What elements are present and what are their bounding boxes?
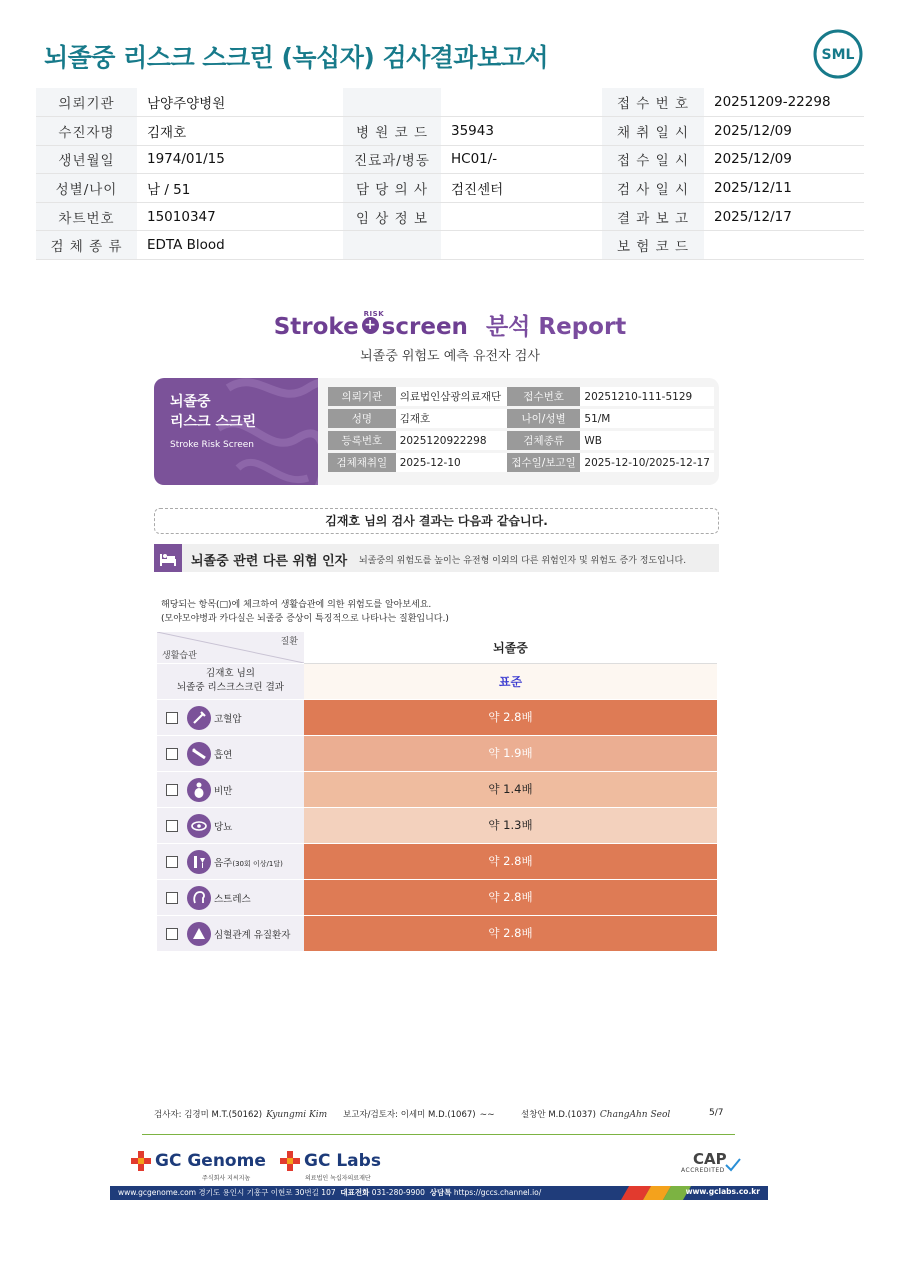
risk-label-text: 스트레스: [214, 893, 251, 905]
info-value: 남 / 51: [137, 174, 343, 203]
risk-checkbox[interactable]: [166, 928, 178, 940]
info-row: [36, 88, 864, 117]
risk-value: 약 2.8배: [304, 879, 717, 915]
report-title-rest: 분석 Report: [485, 314, 627, 340]
footer-phone: 031-280-9900: [371, 1188, 425, 1197]
risk-checkbox[interactable]: [166, 712, 178, 724]
sml-logo: [812, 28, 864, 80]
info-label: 임 상 정 보: [343, 202, 441, 231]
info-value: EDTA Blood: [137, 231, 343, 260]
result-intro: 김재호 님의 검사 결과는 다음과 같습니다.: [154, 508, 719, 534]
risk-label-text: 비만: [214, 785, 233, 797]
info-row: [36, 145, 864, 174]
info-value: 15010347: [137, 202, 343, 231]
info-row: [36, 202, 864, 231]
risk-row-label-cell: [157, 915, 304, 951]
card-brand-line1: 뇌졸중: [170, 394, 211, 410]
cap-accredited: ACCREDITED: [681, 1167, 725, 1174]
card-brand-english: Stroke Risk Screen: [170, 440, 254, 450]
bed-icon: [154, 544, 182, 572]
card-label: 성명: [328, 409, 396, 428]
info-value: 35943: [441, 117, 602, 146]
info-value: 김재호: [137, 117, 343, 146]
risk-value: 약 2.8배: [304, 699, 717, 735]
check-guide-line1: 해당되는 항목(□)에 체크하여 생활습관에 의한 위험도를 알아보세요.: [161, 600, 432, 610]
risk-label-text: 당뇨: [214, 821, 233, 833]
risk-checkbox[interactable]: [166, 820, 178, 832]
officer-label: 설창안 M.D.(1037): [521, 1110, 596, 1120]
checkmark-icon: [725, 1158, 741, 1172]
card-value: 김재호: [396, 409, 507, 428]
gc-genome-sub: 주식회사 지씨지놈: [202, 1175, 251, 1182]
tester-label: 검사자: 김경미 M.T.(50162): [154, 1110, 263, 1120]
info-value: 검진센터: [441, 174, 602, 203]
risk-value: 약 1.4배: [304, 771, 717, 807]
officer-signature-script: ChangAhn Seol: [599, 1110, 671, 1120]
risk-checkbox[interactable]: [166, 748, 178, 760]
card-row: [328, 409, 714, 428]
risk-label: [214, 891, 251, 905]
tester-signature-script: Kyungmi Kim: [266, 1110, 328, 1120]
report-title-stroke: Stroke: [273, 314, 359, 340]
diabetes-icon: [187, 814, 211, 838]
risk-checkbox[interactable]: [166, 784, 178, 796]
info-value: [441, 231, 602, 260]
stress-icon: [187, 886, 211, 910]
gc-genome-name: GC Genome: [155, 1151, 266, 1171]
card-value: 2025-12-10/2025-12-17: [580, 453, 714, 472]
card-label: 검체채취일: [328, 453, 396, 472]
risk-value: 약 1.3배: [304, 807, 717, 843]
risk-row-label-cell: [157, 735, 304, 771]
reviewer-signature: [343, 1108, 495, 1120]
risk-label-text: 심혈관계 유질환자: [214, 929, 291, 941]
card-brand-line2: 리스크 스크린: [170, 414, 257, 430]
page-title: 뇌졸중 리스크 스크린 (녹십자) 검사결과보고서: [44, 43, 549, 72]
card-row: [328, 453, 714, 472]
risk-row-label-cell: [157, 771, 304, 807]
info-row: [36, 174, 864, 203]
cap-word: CAP: [693, 1150, 727, 1168]
card-value: 2025120922298: [396, 431, 507, 450]
risk-label: [214, 747, 232, 761]
blood-pressure-icon: [187, 706, 211, 730]
card-value: 51/M: [580, 409, 714, 428]
risk-tag: RISK: [363, 310, 385, 318]
info-label: 진료과/병동: [343, 145, 441, 174]
info-value: 2025/12/09: [704, 145, 864, 174]
risk-row-label-cell: [157, 699, 304, 735]
info-label: 병 원 코 드: [343, 117, 441, 146]
info-value: 2025/12/11: [704, 174, 864, 203]
info-label: 성별/나이: [36, 174, 137, 203]
footer-consult-link[interactable]: https://gccs.channel.io/: [453, 1188, 542, 1197]
info-label: 수진자명: [36, 117, 137, 146]
gc-labs-logo: [279, 1150, 381, 1182]
cardiovascular-icon: [187, 922, 211, 946]
risk-label: [214, 711, 242, 725]
sml-logo-text: SML: [821, 47, 855, 63]
risk-checkbox[interactable]: [166, 856, 178, 868]
info-label: 생년월일: [36, 145, 137, 174]
risk-label-note: (30회 이상/1달): [232, 859, 283, 868]
patient-info-table: [36, 88, 864, 260]
info-label: 의뢰기관: [36, 88, 137, 117]
header-habit-label: 생활습관: [162, 650, 197, 661]
risk-label-text: 흡연: [214, 749, 233, 761]
risk-value: 약 2.8배: [304, 843, 717, 879]
drinking-icon: [187, 850, 211, 874]
report-title: [0, 308, 900, 341]
risk-row-label-cell: [157, 807, 304, 843]
info-row: [36, 231, 864, 260]
risk-section-desc: 뇌졸중의 위험도를 높이는 유전형 이외의 다른 위험인자 및 위험도 증가 정도입니다.: [359, 556, 687, 566]
risk-row: [157, 843, 717, 879]
card-row: [328, 431, 714, 450]
card-value: 2025-12-10: [396, 453, 507, 472]
info-value: 2025/12/17: [704, 202, 864, 231]
info-label: 접 수 일 시: [602, 145, 704, 174]
obesity-icon: [187, 778, 211, 802]
check-guide: [161, 598, 449, 626]
info-value: 2025/12/09: [704, 117, 864, 146]
info-label: [343, 88, 441, 117]
info-value: [441, 88, 602, 117]
info-label: 검 체 종 류: [36, 231, 137, 260]
info-value: 1974/01/15: [137, 145, 343, 174]
card-value: 의료법인삼광의료재단: [396, 387, 507, 406]
gc-cross-icon: [130, 1150, 152, 1172]
risk-row: [157, 735, 717, 771]
result-value: 표준: [304, 663, 717, 699]
risk-value: 약 1.9배: [304, 735, 717, 771]
info-value: 20251209-22298: [704, 88, 864, 117]
risk-row: [157, 879, 717, 915]
info-value: HC01/-: [441, 145, 602, 174]
risk-row: [157, 807, 717, 843]
card-value: 20251210-111-5129: [580, 387, 714, 406]
report-title-screen: screen: [381, 314, 468, 340]
card-label: 검체종류: [507, 431, 581, 450]
tester-signature: [154, 1108, 327, 1120]
reviewer-label: 보고자/검토자: 이세미 M.D.(1067): [343, 1110, 476, 1120]
risk-label: [214, 927, 290, 941]
info-label: 채 취 일 시: [602, 117, 704, 146]
risk-plus-icon: + RISK: [362, 317, 379, 334]
officer-signature: [521, 1108, 670, 1120]
info-label: 결 과 보 고: [602, 202, 704, 231]
info-value: [704, 231, 864, 260]
risk-factor-table: [157, 632, 717, 952]
footer-bar: [110, 1186, 768, 1200]
risk-row: [157, 915, 717, 951]
gc-genome-logo: [130, 1150, 266, 1182]
risk-section-header: [154, 544, 719, 572]
footer-contact: [118, 1187, 541, 1198]
footer-phone-label: 대표전화: [340, 1188, 370, 1197]
footer-address: www.gcgenome.com 경기도 용인시 기흥구 이현로 30번길 107: [118, 1188, 336, 1197]
gc-labs-sub: 의료법인 녹십자의료재단: [305, 1175, 371, 1182]
risk-row-label-cell: [157, 843, 304, 879]
table-corner-header: [157, 632, 304, 663]
risk-value: 약 2.8배: [304, 915, 717, 951]
risk-label-text: 음주: [214, 857, 233, 869]
card-value: WB: [580, 431, 714, 450]
card-label: 나이/성별: [507, 409, 581, 428]
smoking-icon: [187, 742, 211, 766]
gc-labs-name: GC Labs: [304, 1151, 381, 1171]
info-value: 남양주양병원: [137, 88, 343, 117]
info-label: 보 험 코 드: [602, 231, 704, 260]
gc-cross-icon: [279, 1150, 301, 1172]
risk-label: [214, 855, 283, 869]
info-row: [36, 117, 864, 146]
card-label: 등록번호: [328, 431, 396, 450]
check-guide-line2: (모야모야병과 카다실은 뇌졸중 증상이 특징적으로 나타나는 질환입니다.): [161, 614, 449, 624]
header-disease-label: 질환: [280, 637, 298, 647]
risk-row: [157, 771, 717, 807]
risk-checkbox[interactable]: [166, 892, 178, 904]
footer-url[interactable]: www.gclabs.co.kr: [685, 1187, 760, 1196]
card-label: 접수일/보고일: [507, 453, 581, 472]
patient-card: [154, 378, 719, 485]
card-row: [328, 387, 714, 406]
card-label: 접수번호: [507, 387, 581, 406]
risk-row: [157, 699, 717, 735]
card-brand-panel: [154, 378, 318, 485]
result-label-line2: 뇌졸중 리스크스크린 결과: [177, 682, 284, 693]
footer-divider: [142, 1134, 735, 1135]
column-header-stroke: 뇌졸중: [304, 632, 717, 663]
risk-row-label-cell: [157, 879, 304, 915]
info-label: [343, 231, 441, 260]
risk-label: [214, 783, 232, 797]
risk-section-title: 뇌졸중 관련 다른 위험 인자: [191, 554, 348, 569]
page-number: 5/7: [709, 1108, 724, 1118]
cap-accredited-logo: [679, 1150, 739, 1180]
result-label-line1: 김재호 님의: [206, 668, 255, 679]
info-label: 검 사 일 시: [602, 174, 704, 203]
risk-label: [214, 819, 232, 833]
risk-label-text: 고혈압: [214, 713, 242, 725]
info-label: 접 수 번 호: [602, 88, 704, 117]
report-subtitle: 뇌졸중 위험도 예측 유전자 검사: [360, 349, 540, 364]
info-label: 차트번호: [36, 202, 137, 231]
card-info-grid: [328, 384, 714, 475]
info-label: 담 당 의 사: [343, 174, 441, 203]
reviewer-signature-script: ~~: [479, 1110, 495, 1120]
footer-consult-label: 상담톡: [429, 1188, 452, 1197]
info-value: [441, 202, 602, 231]
result-row-label: [157, 663, 304, 699]
card-label: 의뢰기관: [328, 387, 396, 406]
